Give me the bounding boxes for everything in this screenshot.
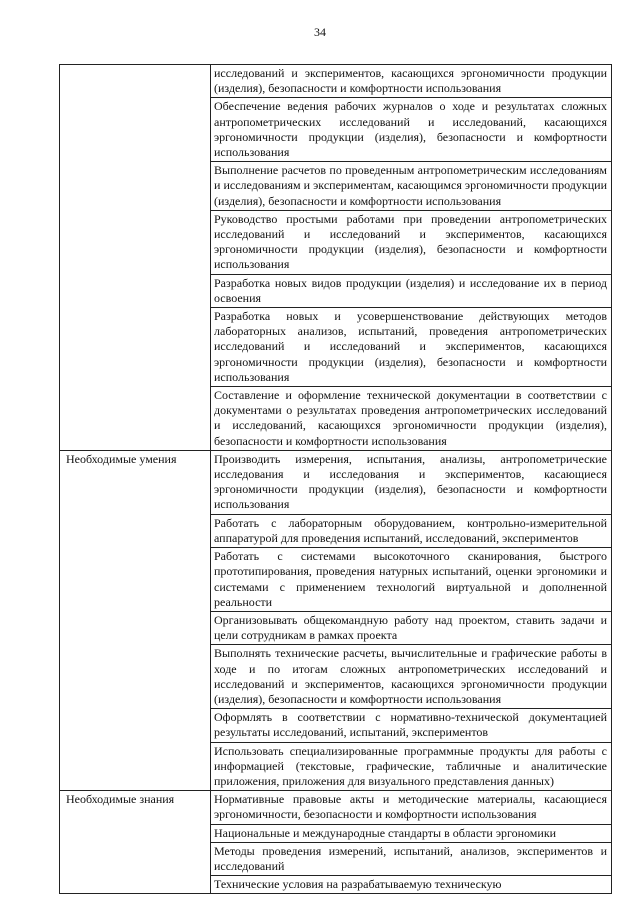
section-label: Необходимые умения bbox=[66, 451, 177, 466]
section-label: Необходимые знания bbox=[66, 792, 175, 807]
requirement-text: Производить измерения, испытания, анализы, антропометрические исследования и исследования и экспериментов, касающиеся эргономичности продукции (изделия), безопасности и комфортности использования bbox=[211, 450, 612, 514]
requirement-text: исследований и экспериментов, касающихся эргономичности продукции (изделия), безопасности и комфортности использования bbox=[211, 65, 612, 98]
requirement-text: Разработка новых и усовершенствование действующих методов лабораторных анализов, испытаний, проведения антропометрических исследований и исследований и экспериментов, касающихся эргономичности продукции (изделия), безопасности и комфортности использования bbox=[211, 308, 612, 387]
requirement-text: Организовывать общекомандную работу над проектом, ставить задачи и цели сотрудникам в рамках проекта bbox=[211, 611, 612, 644]
requirement-text: Выполнение расчетов по проведенным антропометрическим исследованиям и исследованиям и экспериментам, касающимся эргономичности продукции (изделия), безопасности и комфортности использования bbox=[211, 162, 612, 211]
requirement-text: Технические условия на разрабатываемую техническую bbox=[211, 876, 612, 894]
table-row bbox=[60, 450, 612, 514]
requirement-text: Работать с лабораторным оборудованием, контрольно-измерительной аппаратурой для проведения испытаний, исследований, экспериментов bbox=[211, 514, 612, 547]
requirement-text: Методы проведения измерений, испытаний, анализов, экспериментов и исследований bbox=[211, 842, 612, 875]
table-row bbox=[60, 65, 612, 98]
requirement-text: Руководство простыми работами при проведении антропометрических исследований и исследований и экспериментов, касающихся эргономичности продукции (изделия), безопасности и комфортности использования bbox=[211, 210, 612, 274]
table-row bbox=[60, 791, 612, 824]
requirement-text: Выполнять технические расчеты, вычислительные и графические работы в ходе и по итогам сложных антропометрических исследований и исследований и экспериментов, касающихся эргономичности продукции (изделия), безопасности и комфортности использования bbox=[211, 645, 612, 709]
requirement-text: Использовать специализированные программные продукты для работы с информацией (текстовые, графические, табличные и аналитические приложения, приложения для визуального представления данных) bbox=[211, 742, 612, 791]
requirement-text: Нормативные правовые акты и методические материалы, касающиеся эргономичности, безопасности и комфортности использования bbox=[211, 791, 612, 824]
requirement-text: Оформлять в соответствии с нормативно-технической документацией результаты исследований, испытаний, экспериментов bbox=[211, 709, 612, 742]
requirement-text: Национальные и международные стандарты в области эргономики bbox=[211, 824, 612, 842]
section-label-cell bbox=[60, 65, 211, 451]
section-label-cell bbox=[60, 450, 211, 790]
section-label-cell bbox=[60, 791, 211, 894]
requirement-text: Разработка новых видов продукции (изделия) и исследование их в период освоения bbox=[211, 274, 612, 307]
requirement-text: Работать с системами высокоточного сканирования, быстрого прототипирования, проведения натурных испытаний, оценки эргономики и системами с применением технологий виртуальной и дополненной реальности bbox=[211, 548, 612, 612]
requirements-table-body bbox=[60, 65, 612, 894]
requirement-text: Составление и оформление технической документации в соответствии с документами о результатах проведения антропометрических исследований и исследований, касающихся эргономичности продукции (изделия), безопасности и комфортности использования bbox=[211, 387, 612, 451]
requirement-text: Обеспечение ведения рабочих журналов о ходе и результатах сложных антропометрических исследований и исследований, касающихся эргономичности продукции (изделия), безопасности и комфортности использования bbox=[211, 98, 612, 162]
page-number: 34 bbox=[314, 25, 326, 39]
requirements-table bbox=[59, 64, 612, 894]
